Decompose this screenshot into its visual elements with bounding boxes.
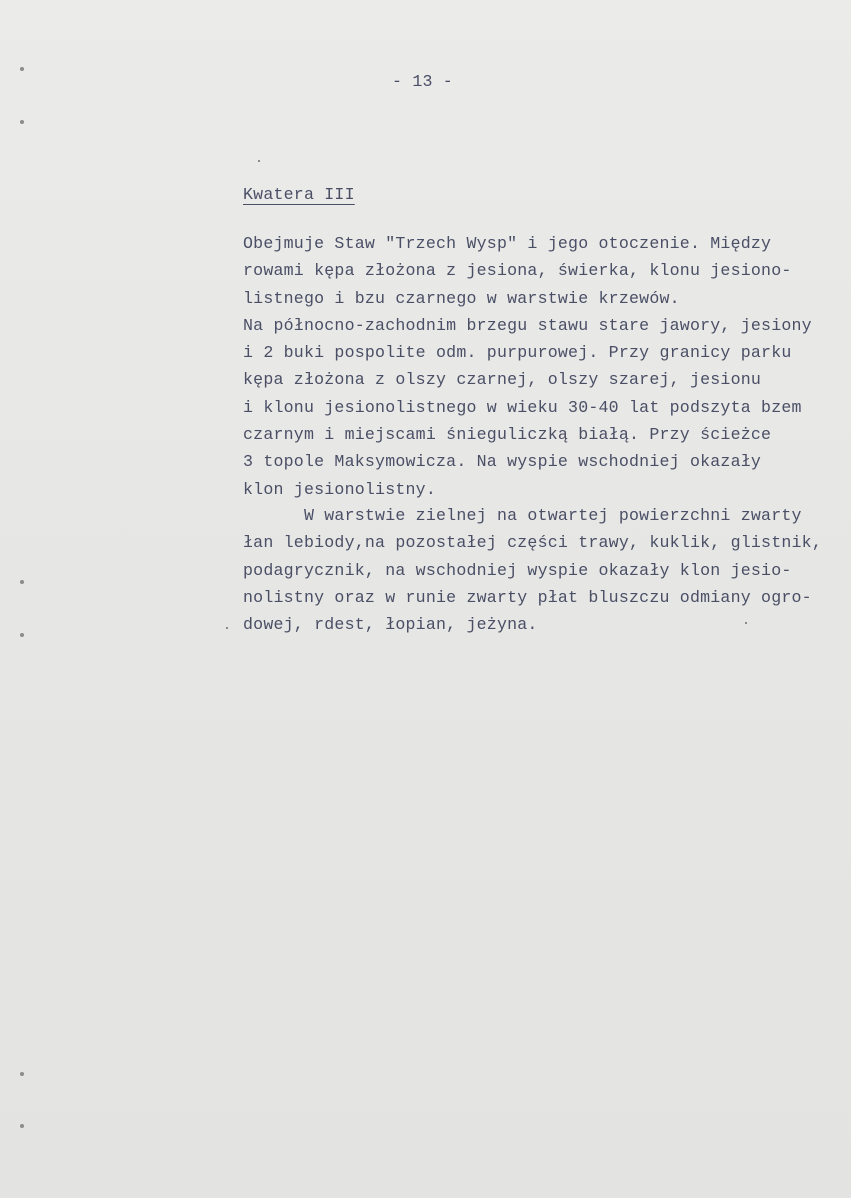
text-line: 3 topole Maksymowicza. Na wyspie wschodniej okazały (243, 452, 762, 472)
punch-hole-mark (20, 120, 24, 124)
punch-hole-mark (20, 580, 24, 584)
text-line: kępa złożona z olszy czarnej, olszy szarej, jesionu (243, 370, 762, 390)
section-heading: Kwatera III (243, 185, 355, 204)
text-line: dowej, rdest, łopian, jeżyna. (243, 615, 538, 635)
paper-speck (226, 627, 228, 629)
text-line: klon jesionolistny. (243, 479, 436, 499)
text-line: czarnym i miejscami śnieguliczką białą. Przy ścieżce (243, 425, 772, 445)
text-line: i klonu jesionolistnego w wieku 30-40 lat podszyta bzem (243, 397, 802, 417)
punch-hole-mark (20, 633, 24, 637)
paragraph (243, 502, 822, 638)
paper-speck (258, 160, 260, 162)
punch-hole-mark (20, 1072, 24, 1076)
text-line: i 2 buki pospolite odm. purpurowej. Przy granicy parku (243, 343, 792, 363)
text-line: rowami kępa złożona z jesiona, świerka, klonu jesiono- (243, 261, 792, 281)
page-number: - 13 - (392, 72, 453, 91)
text-line: Obejmuje Staw "Trzech Wysp" i jego otoczenie. Między (243, 234, 772, 253)
text-line: nolistny oraz w runie zwarty płat bluszczu odmiany ogro- (243, 587, 812, 607)
punch-hole-mark (20, 1124, 24, 1128)
paragraph (243, 230, 812, 503)
text-line: W warstwie zielnej na otwartej powierzchni zwarty (243, 506, 802, 525)
text-line: łan lebiody,na pozostałej części trawy, kuklik, glistnik, (243, 533, 822, 553)
punch-hole-mark (20, 67, 24, 71)
text-line: Na północno-zachodnim brzegu stawu stare jawory, jesiony (243, 315, 812, 335)
text-line: podagrycznik, na wschodniej wyspie okazały klon jesio- (243, 560, 792, 580)
text-line: listnego i bzu czarnego w warstwie krzewów. (243, 288, 680, 308)
